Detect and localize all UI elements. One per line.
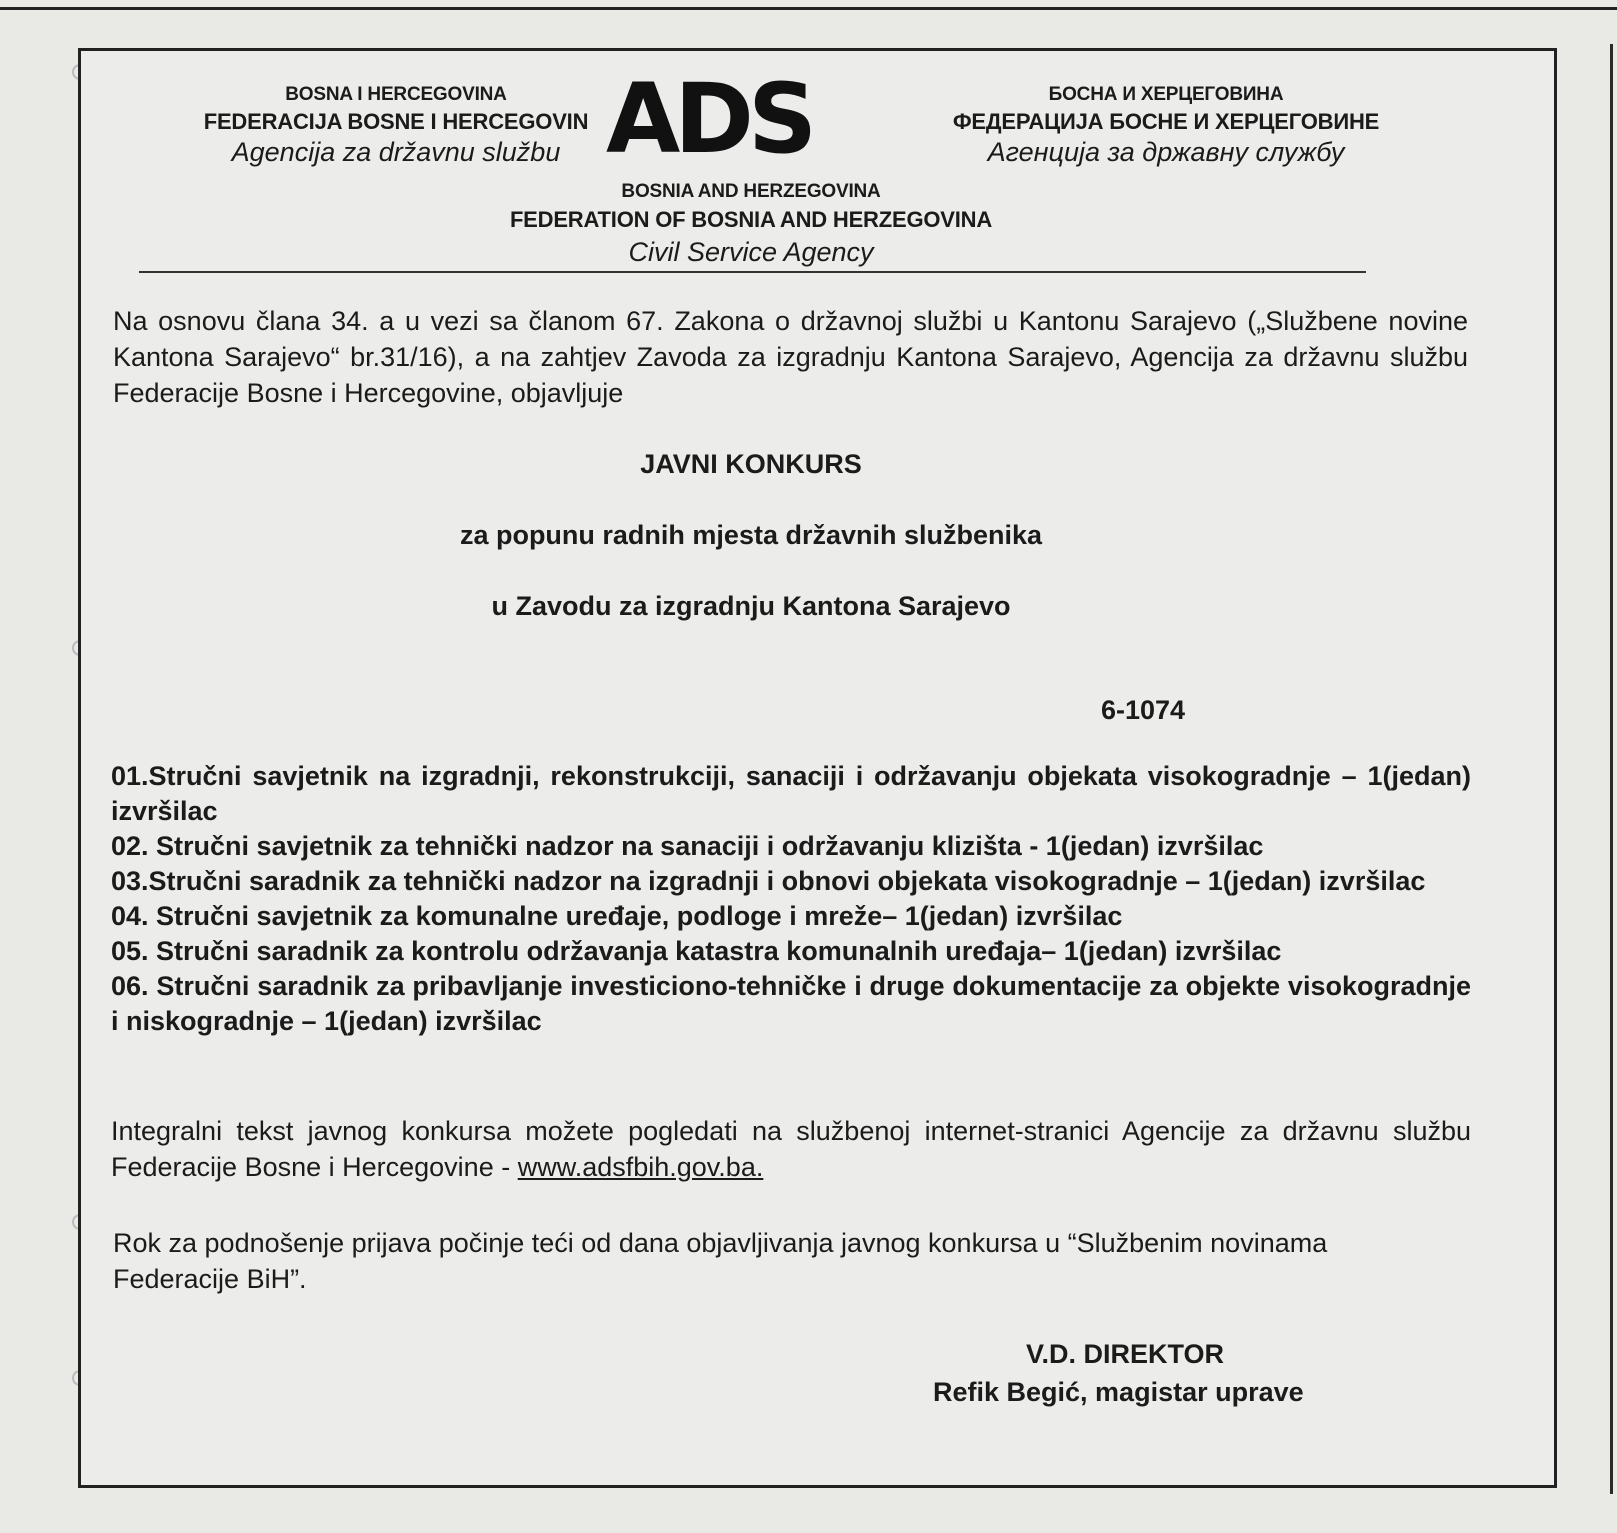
- header-country-cyrillic: БОСНА И ХЕРЦЕГОВИНА: [1048, 84, 1284, 105]
- header-agency-latin: Agencija za državnu službu: [231, 137, 561, 167]
- ads-logo: ADS: [606, 63, 812, 175]
- position-item: 04. Stručni savjetnik za komunalne uređaje, podloge i mreže– 1(jedan) izvršilac: [111, 901, 1123, 931]
- announcement-subtitle: za popunu radnih mjesta državnih službenika: [459, 520, 1043, 550]
- header-bosnian-latin: [161, 81, 631, 169]
- header-federation-cyrillic: ФЕДЕРАЦИЈА БОСНЕ И ХЕРЦЕГОВИНЕ: [952, 109, 1380, 134]
- header-country-latin: BOSNA I HERCEGOVINA: [285, 84, 507, 105]
- position-item: 03.Stručni saradnik za tehnički nadzor na izgradnji i obnovi objekata visokogradnje – 1(jedan) izvršilac: [111, 866, 1426, 896]
- positions-list: [111, 759, 1471, 1039]
- announcement-frame: [78, 48, 1557, 1488]
- website-paragraph: [111, 1113, 1471, 1185]
- website-text: Integralni tekst javnog konkursa možete pogledati na službenoj internet-stranici Agencije za državnu službu Federacije Bosne i Hercegovine -: [111, 1116, 1471, 1182]
- position-item: 02. Stručni savjetnik za tehnički nadzor na sanaciji i održavanju klizišta - 1(jedan) izvršilac: [111, 831, 1264, 861]
- right-page-rule: [1610, 44, 1613, 1494]
- reference-number: 6-1074: [1101, 695, 1186, 725]
- header-agency-cyrillic: Агенција за државну службу: [987, 137, 1345, 167]
- header-divider: [139, 271, 1366, 273]
- announcement-institution: u Zavodu za izgradnju Kantona Sarajevo: [491, 591, 1011, 621]
- deadline-paragraph: Rok za podnošenje prijava počinje teći od dana objavljivanja javnog konkursa u “Službenim novinama Federacije BiH”.: [113, 1228, 1328, 1294]
- header-federation-english: FEDERATION OF BOSNIA AND HERZEGOVINA: [509, 207, 993, 232]
- position-item: 05. Stručni saradnik za kontrolu održavanja katastra komunalnih uređaja– 1(jedan) izvršilac: [111, 936, 1282, 966]
- top-page-rule: [0, 0, 1617, 10]
- header-country-english: BOSNIA AND HERZEGOVINA: [621, 181, 881, 202]
- website-link[interactable]: www.adsfbih.gov.ba.: [517, 1152, 764, 1182]
- header-cyrillic: [891, 81, 1441, 169]
- signature-name: Refik Begić, magistar uprave: [933, 1377, 1304, 1407]
- announcement-title: JAVNI KONKURS: [640, 449, 862, 479]
- header-english: [461, 179, 1041, 269]
- position-item: 06. Stručni saradnik za pribavljanje investiciono-tehničke i druge dokumentacije za objekte visokogradnje i niskogradnje – 1(jedan) izvršilac: [111, 971, 1471, 1036]
- header-agency-english: Civil Service Agency: [628, 237, 874, 267]
- position-item: 01.Stručni savjetnik na izgradnji, rekonstrukciji, sanaciji i održavanju objekata visokogradnje – 1(jedan) izvršilac: [111, 761, 1471, 826]
- signature-title: V.D. DIREKTOR: [1026, 1339, 1225, 1369]
- header-federation-latin: FEDERACIJA BOSNE I HERCEGOVIN: [203, 109, 589, 134]
- intro-paragraph: Na osnovu člana 34. a u vezi sa članom 67. Zakona o državnoj službi u Kantonu Sarajevo („Službene novine Kantona Sarajevo“ br.31/16), a na zahtjev Zavoda za izgradnju Kantona Sarajevo, Agencija za državnu službu Federacije Bosne i Hercegovine, objavljuje: [113, 306, 1468, 408]
